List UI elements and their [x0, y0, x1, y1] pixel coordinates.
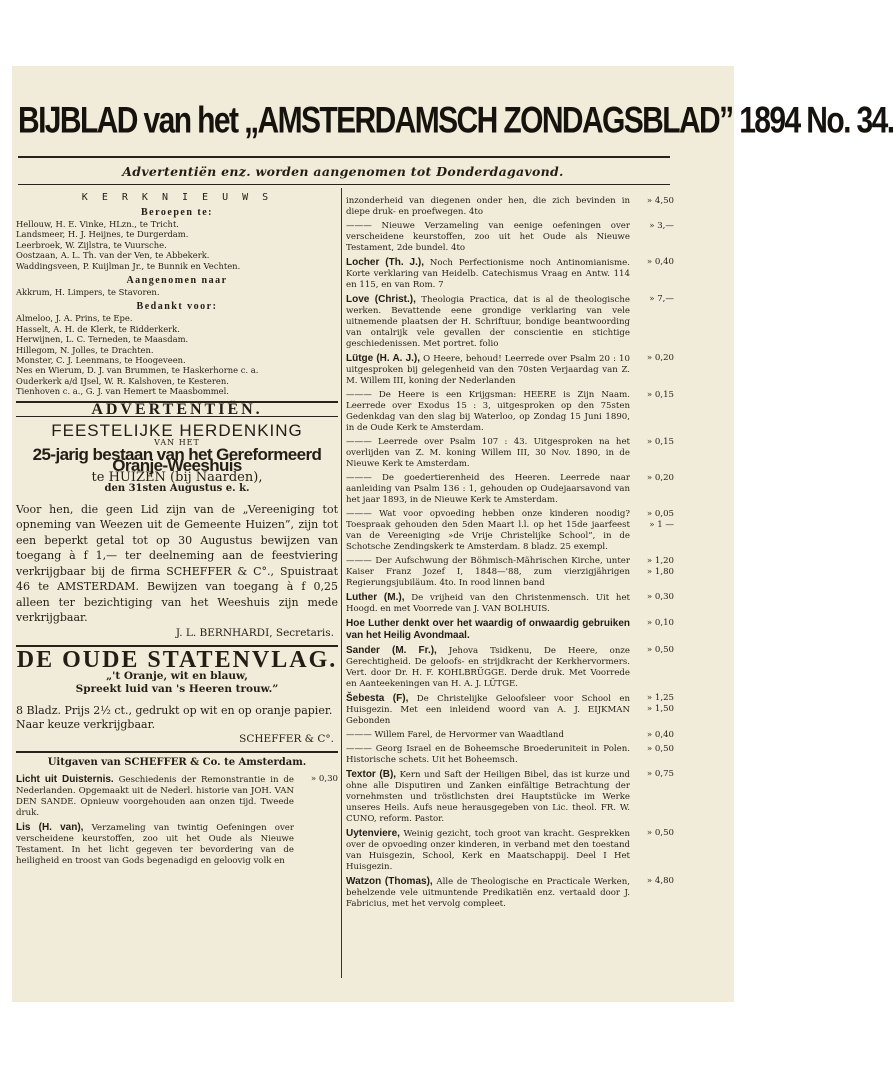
entry-description: ——— Leerrede over Psalm 107 : 43. Uitgesproken na het overlijden van Z. M. koning Willem III, 30 Nov. 1890, in de Nieuwe Kerk te Amsterdam.	[346, 437, 630, 469]
catalogue-entry	[346, 645, 674, 690]
entry-description: Weinig gezicht, toch groot van kracht. Gesprekken over de opvoeding onzer kinderen, in verband met den toestand van Huisgezin, School, Kerk en Maatschappij. Deel I Het Huisgezin.	[346, 829, 630, 872]
left-catalogue	[16, 774, 338, 867]
catalogue-entry	[346, 693, 674, 727]
catalogue-entry	[346, 744, 674, 766]
catalogue-entry	[346, 437, 674, 470]
entry-title: Locher (Th. J.),	[346, 257, 424, 268]
feest-advert	[16, 420, 338, 639]
entry-price: » 0,15	[646, 437, 674, 447]
kerknieuws-section	[16, 192, 338, 397]
entry-description: O Heere, behoud! Leerrede over Psalm 20 : 10 uitgesproken bij gelegenheid van den 70sten Verjaardag van Z. M. Willem III, koning der Nederlanden	[346, 354, 630, 386]
entry-price: » 0,40	[646, 257, 674, 267]
entry-price: » 0,05 » 1 —	[646, 509, 674, 530]
entry-description: ——— Nieuwe Verzameling van eenige oefeningen over verscheidene keurstoffen, zoo uit het Oude als Nieuwe Testament, 2de bundel. 4to	[346, 221, 630, 253]
aangenomen-heading: Aangenomen naar	[126, 275, 228, 287]
entry-price: » 0,75	[646, 769, 674, 779]
left-column	[16, 192, 338, 870]
beroepen-list	[16, 219, 338, 271]
oude-title: DE OUDE STATENVLAG.	[16, 646, 338, 673]
catalogue-entry	[346, 390, 674, 434]
catalogue-entry	[346, 730, 674, 741]
catalogue-entry	[346, 353, 674, 387]
entry-price: » 1,25 » 1,50	[646, 693, 674, 714]
church-news-item: Hasselt, A. H. de Klerk, te Ridderkerk.	[16, 323, 180, 334]
catalogue-entry	[346, 828, 674, 873]
entry-text	[16, 774, 294, 819]
right-catalogue	[346, 196, 674, 910]
church-news-item: Nes en Wierum, D. J. van Brummen, te Haskerhorne c. a.	[16, 365, 259, 376]
column-divider	[341, 188, 342, 978]
entry-text	[346, 744, 630, 766]
entry-text	[346, 828, 630, 873]
entry-text	[346, 390, 630, 434]
church-news-item: Tienhoven c. a., G. J. van Hemert te Maasbommel.	[16, 386, 229, 397]
entry-title: Hoe Luther denkt over het waardig of onwaardig gebruiken van het Heilig Avondmaal.	[346, 618, 630, 641]
entry-title: Textor (B),	[346, 769, 397, 780]
entry-description: Verzameling van twintig Oefeningen over verscheidene keurstoffen, zoo uit het Oude als Nieuwe Testament. In het licht gegeven ter bevordering van de heiligheid en troost van Gods begenadigd en geloovig volk en	[16, 822, 294, 866]
uitgaven-heading: Uitgaven van SCHEFFER & Co. te Amsterdam.	[47, 756, 307, 768]
entry-text	[346, 437, 630, 470]
entry-text	[346, 294, 630, 350]
entry-title: Love (Christ.),	[346, 294, 416, 305]
entry-price: » 0,20	[646, 473, 674, 483]
entry-description: ——— Georg Israel en de Boheemsche Broederuniteit in Polen. Historische schets. Uit het Boheemsch.	[346, 744, 630, 765]
entry-description: Geschiedenis der Remonstrantie in de Nederlanden. Opgemaakt uit de Nederl. historie van JOH. VAN DEN SANDE. Opnieuw voorgehouden aan onzen tijd. Tweede druk.	[16, 774, 294, 818]
masthead: BIJBLAD van het „AMSTERDAMSCH ZONDAGSBLAD” 1894 No. 34.	[18, 100, 893, 142]
entry-title: Watzon (Thomas),	[346, 876, 433, 887]
oude-motto-1: „'t Oranje, wit en blauw,	[106, 669, 248, 682]
entry-text	[346, 353, 630, 387]
entry-price: » 0,50	[646, 828, 674, 838]
aangenomen-list	[16, 287, 338, 297]
church-news-item: Oostzaan, A. L. Th. van der Ven, te Abbekerk.	[16, 250, 210, 261]
entry-text	[346, 556, 630, 589]
entry-description: Theologia Practica, dat is al de theologische werken. Bevattende eene grondige verklaring van vele uitnemende plaatsen der H. Schriftuur, bondige beantwoording van ontalrijk vele gevallen der conscientie en stichtige geschiedenissen. Met portret. folio	[346, 295, 630, 349]
beroepen-heading: Beroepen te:	[141, 207, 213, 218]
entry-description: Alle de Theologische en Practicale Werken, behelzende vele uitmuntende Predikatiën enz. vertaald door J. Fabricius, met het vervolg compleet.	[346, 877, 630, 909]
entry-text	[346, 730, 630, 741]
catalogue-entry	[346, 221, 674, 254]
church-news-item: Leerbroek, W. Zijlstra, te Vuursche.	[16, 239, 167, 250]
church-news-item: Hillegom, N. Jolles, te Drachten.	[16, 344, 154, 355]
subtitle-rule	[18, 184, 670, 185]
entry-title: Licht uit Duisternis.	[16, 773, 114, 785]
church-news-item: Almeloo, J. A. Prins, te Epe.	[16, 313, 133, 324]
church-news-item: Ouderkerk a/d IJsel, W. R. Kalshoven, te Kesteren.	[16, 375, 229, 386]
entry-text	[346, 876, 630, 910]
entry-price: » 0,50	[646, 744, 674, 754]
entry-description: ——— Der Aufschwung der Böhmisch-Mährischen Kirche, unter Kaiser Franz Jozef I, 1848—'88, zum vierzigjährigen Regierungsjubiläum. 4to. In rood linnen band	[346, 556, 630, 588]
catalogue-entry	[346, 876, 674, 910]
entry-text	[346, 257, 630, 291]
catalogue-entry	[16, 774, 338, 819]
masthead-rule	[18, 156, 670, 158]
entry-text	[346, 618, 630, 642]
entry-price: » 0,30	[646, 592, 674, 602]
entry-description: ——— De goedertierenheid des Heeren. Leerrede naar aanleiding van Psalm 136 : 1, gehouden op Oudejaarsavond van het jaar 1893, in de Nieuwe Kerk te Amsterdam.	[346, 473, 630, 505]
catalogue-entry	[346, 294, 674, 350]
church-news-item: Akkrum, H. Limpers, te Stavoren.	[16, 287, 160, 298]
feest-body: Voor hen, die geen Lid zijn van de „Vereeniging tot opneming van Weezen uit de Gemeente Huizen”, zijn tot een beperkt getal tot op 30 Augustus bewijzen van toegang à f 1,— ter deelneming aan de feestviering verkrijgbaar bij de firma SCHEFFER & C°., Spuistraat 46 te AMSTERDAM. Bewijzen van toegang à f 0,25 alleen ter bezichtiging van het Weeshuis zijn mede verkrijgbaar.	[16, 502, 338, 625]
entry-text	[346, 221, 630, 254]
entry-price: » 1,20 » 1,80	[646, 556, 674, 577]
right-column	[346, 196, 674, 913]
catalogue-entry	[346, 473, 674, 506]
entry-text	[346, 509, 630, 553]
entry-price: » 4,50	[646, 196, 674, 206]
entry-price: » 7,—	[649, 294, 674, 304]
entry-description: Jehova Tsidkenu, De Heere, onze Gerechtigheid. De geloofs- en strijdkracht der Kerkhervormers. Vert. door Dr. H. F. KOHLBRÜGGE. Derde druk. Met Voorrede en Aanteekeningen van H. A. J. LÜTGE.	[346, 646, 630, 689]
entry-description: Noch Perfectionisme noch Antinomianisme. Korte verklaring van Heidelb. Catechismus Vraag en Antw. 114 en 115, en van Rom. 7	[346, 258, 630, 290]
bedankt-heading: Bedankt voor:	[136, 301, 218, 313]
oude-signature: SCHEFFER & C°.	[239, 732, 334, 745]
catalogue-entry	[346, 618, 674, 642]
catalogue-entry	[346, 592, 674, 615]
entry-description: ——— Willem Farel, de Hervormer van Waadtland	[346, 730, 564, 740]
entry-price: » 4,80	[646, 876, 674, 886]
entry-price	[294, 822, 338, 867]
church-news-item: Monster, C. J. Leenmans, te Hoogeveen.	[16, 355, 186, 366]
entry-text	[16, 822, 294, 867]
catalogue-entry	[346, 196, 674, 218]
entry-price: » 0,30	[310, 773, 338, 784]
entry-text	[346, 693, 630, 727]
entry-title: Sander (M. Fr.),	[346, 645, 437, 656]
entry-title: Lis (H. van),	[16, 821, 84, 833]
entry-price: » 0,50	[646, 645, 674, 655]
entry-price: » 0,40	[646, 730, 674, 740]
entry-description: ——— De Heere is een Krijgsman: HEERE is Zijn Naam. Leerrede over Exodus 15 : 3, uitgesproken op den 75sten Gedenkdag van den slag bij Waterloo, op Zondag 15 Juni 1890, in de Oude Kerk te Amsterdam.	[346, 390, 630, 433]
section-rule	[16, 751, 338, 753]
entry-price: » 3,—	[649, 221, 674, 231]
feest-weeshuis: 25-jarig bestaan van het Gereformeerd Oranje-Weeshuis	[32, 444, 322, 475]
oude-motto-2: Spreekt luid van 's Heeren trouw.”	[75, 682, 279, 695]
subtitle: Advertentiën enz. worden aangenomen tot Donderdagavond.	[122, 164, 564, 179]
entry-title: Uytenviere,	[346, 828, 400, 839]
entry-text	[346, 196, 630, 218]
kerknieuws-title: K E R K N I E U W S	[81, 192, 273, 203]
entry-price: » 0,15	[646, 390, 674, 400]
entry-title: Luther (M.),	[346, 592, 405, 603]
entry-text	[346, 592, 630, 615]
entry-price: » 0,10	[646, 618, 674, 628]
entry-description: inzonderheid van diegenen onder hen, die zich bevinden in diepe druk- en proefwegen. 4to	[346, 196, 630, 217]
entry-description: De Christelijke Geloofsleer voor School en Huisgezin. Met een inleidend woord van A. J. EIJKMAN Gebonden	[346, 694, 630, 726]
advertenties-title: ADVERTENTIËN.	[91, 400, 263, 418]
entry-text	[346, 473, 630, 506]
oude-statenvlag-advert	[16, 646, 338, 745]
bedankt-list	[16, 313, 338, 396]
oude-body: 8 Bladz. Prijs 2½ ct., gedrukt op wit en op oranje papier. Naar keuze verkrijgbaar.	[16, 703, 333, 731]
catalogue-entry	[346, 509, 674, 553]
feest-van-het: VAN HET	[154, 437, 200, 447]
entry-title: Šebesta (F),	[346, 693, 409, 704]
catalogue-entry	[346, 257, 674, 291]
church-news-item: Landsmeer, H. J. Heijnes, te Durgerdam.	[16, 229, 189, 240]
entry-text	[346, 769, 630, 825]
entry-description: ——— Wat voor opvoeding hebben onze kinderen noodig? Toespraak gehouden den 5den Maart l.l. op het 15de jaarfeest van de Vereeniging »de Vrije Christelijke School”, in de Schotsche Zendingskerk te Amsterdam. 8 bladz. 25 exempl.	[346, 509, 630, 552]
feest-signature: J. L. BERNHARDI, Secretaris.	[175, 626, 334, 639]
catalogue-entry	[346, 556, 674, 589]
entry-text	[346, 645, 630, 690]
entry-description: Kern und Saft der Heiligen Bibel, das ist kurze und ohne alle Disputiren und Zanken einfältige Betrachtung der vornehmsten und tröstlichsten drei Hauptstücke im Werke unseres Heils. Aufs neue herausgegeben von Lic. theol. FR. W. CUNO, reform. Pastor.	[346, 770, 630, 824]
entry-description: De vrijheid van den Christenmensch. Uit het Hoogd. en met Voorrede van J. VAN BOLHUIS.	[346, 593, 630, 614]
entry-price: » 0,20	[646, 353, 674, 363]
church-news-item: Herwijnen, L. C. Terneden, te Maasdam.	[16, 334, 189, 345]
catalogue-entry	[346, 769, 674, 825]
catalogue-entry	[16, 822, 338, 867]
feest-heading: FEESTELIJKE HERDENKING	[51, 420, 303, 440]
church-news-item: Waddingsveen, P. Kuijlman Jr., te Bunnik en Vechten.	[16, 260, 241, 271]
entry-title: Lütge (H. A. J.),	[346, 353, 421, 364]
feest-place: te HUIZEN (bij Naarden),	[91, 469, 263, 485]
church-news-item: Hellouw, H. E. Vinke, HLzn., te Tricht.	[16, 219, 179, 229]
feest-date: den 31sten Augustus e. k.	[104, 482, 250, 494]
